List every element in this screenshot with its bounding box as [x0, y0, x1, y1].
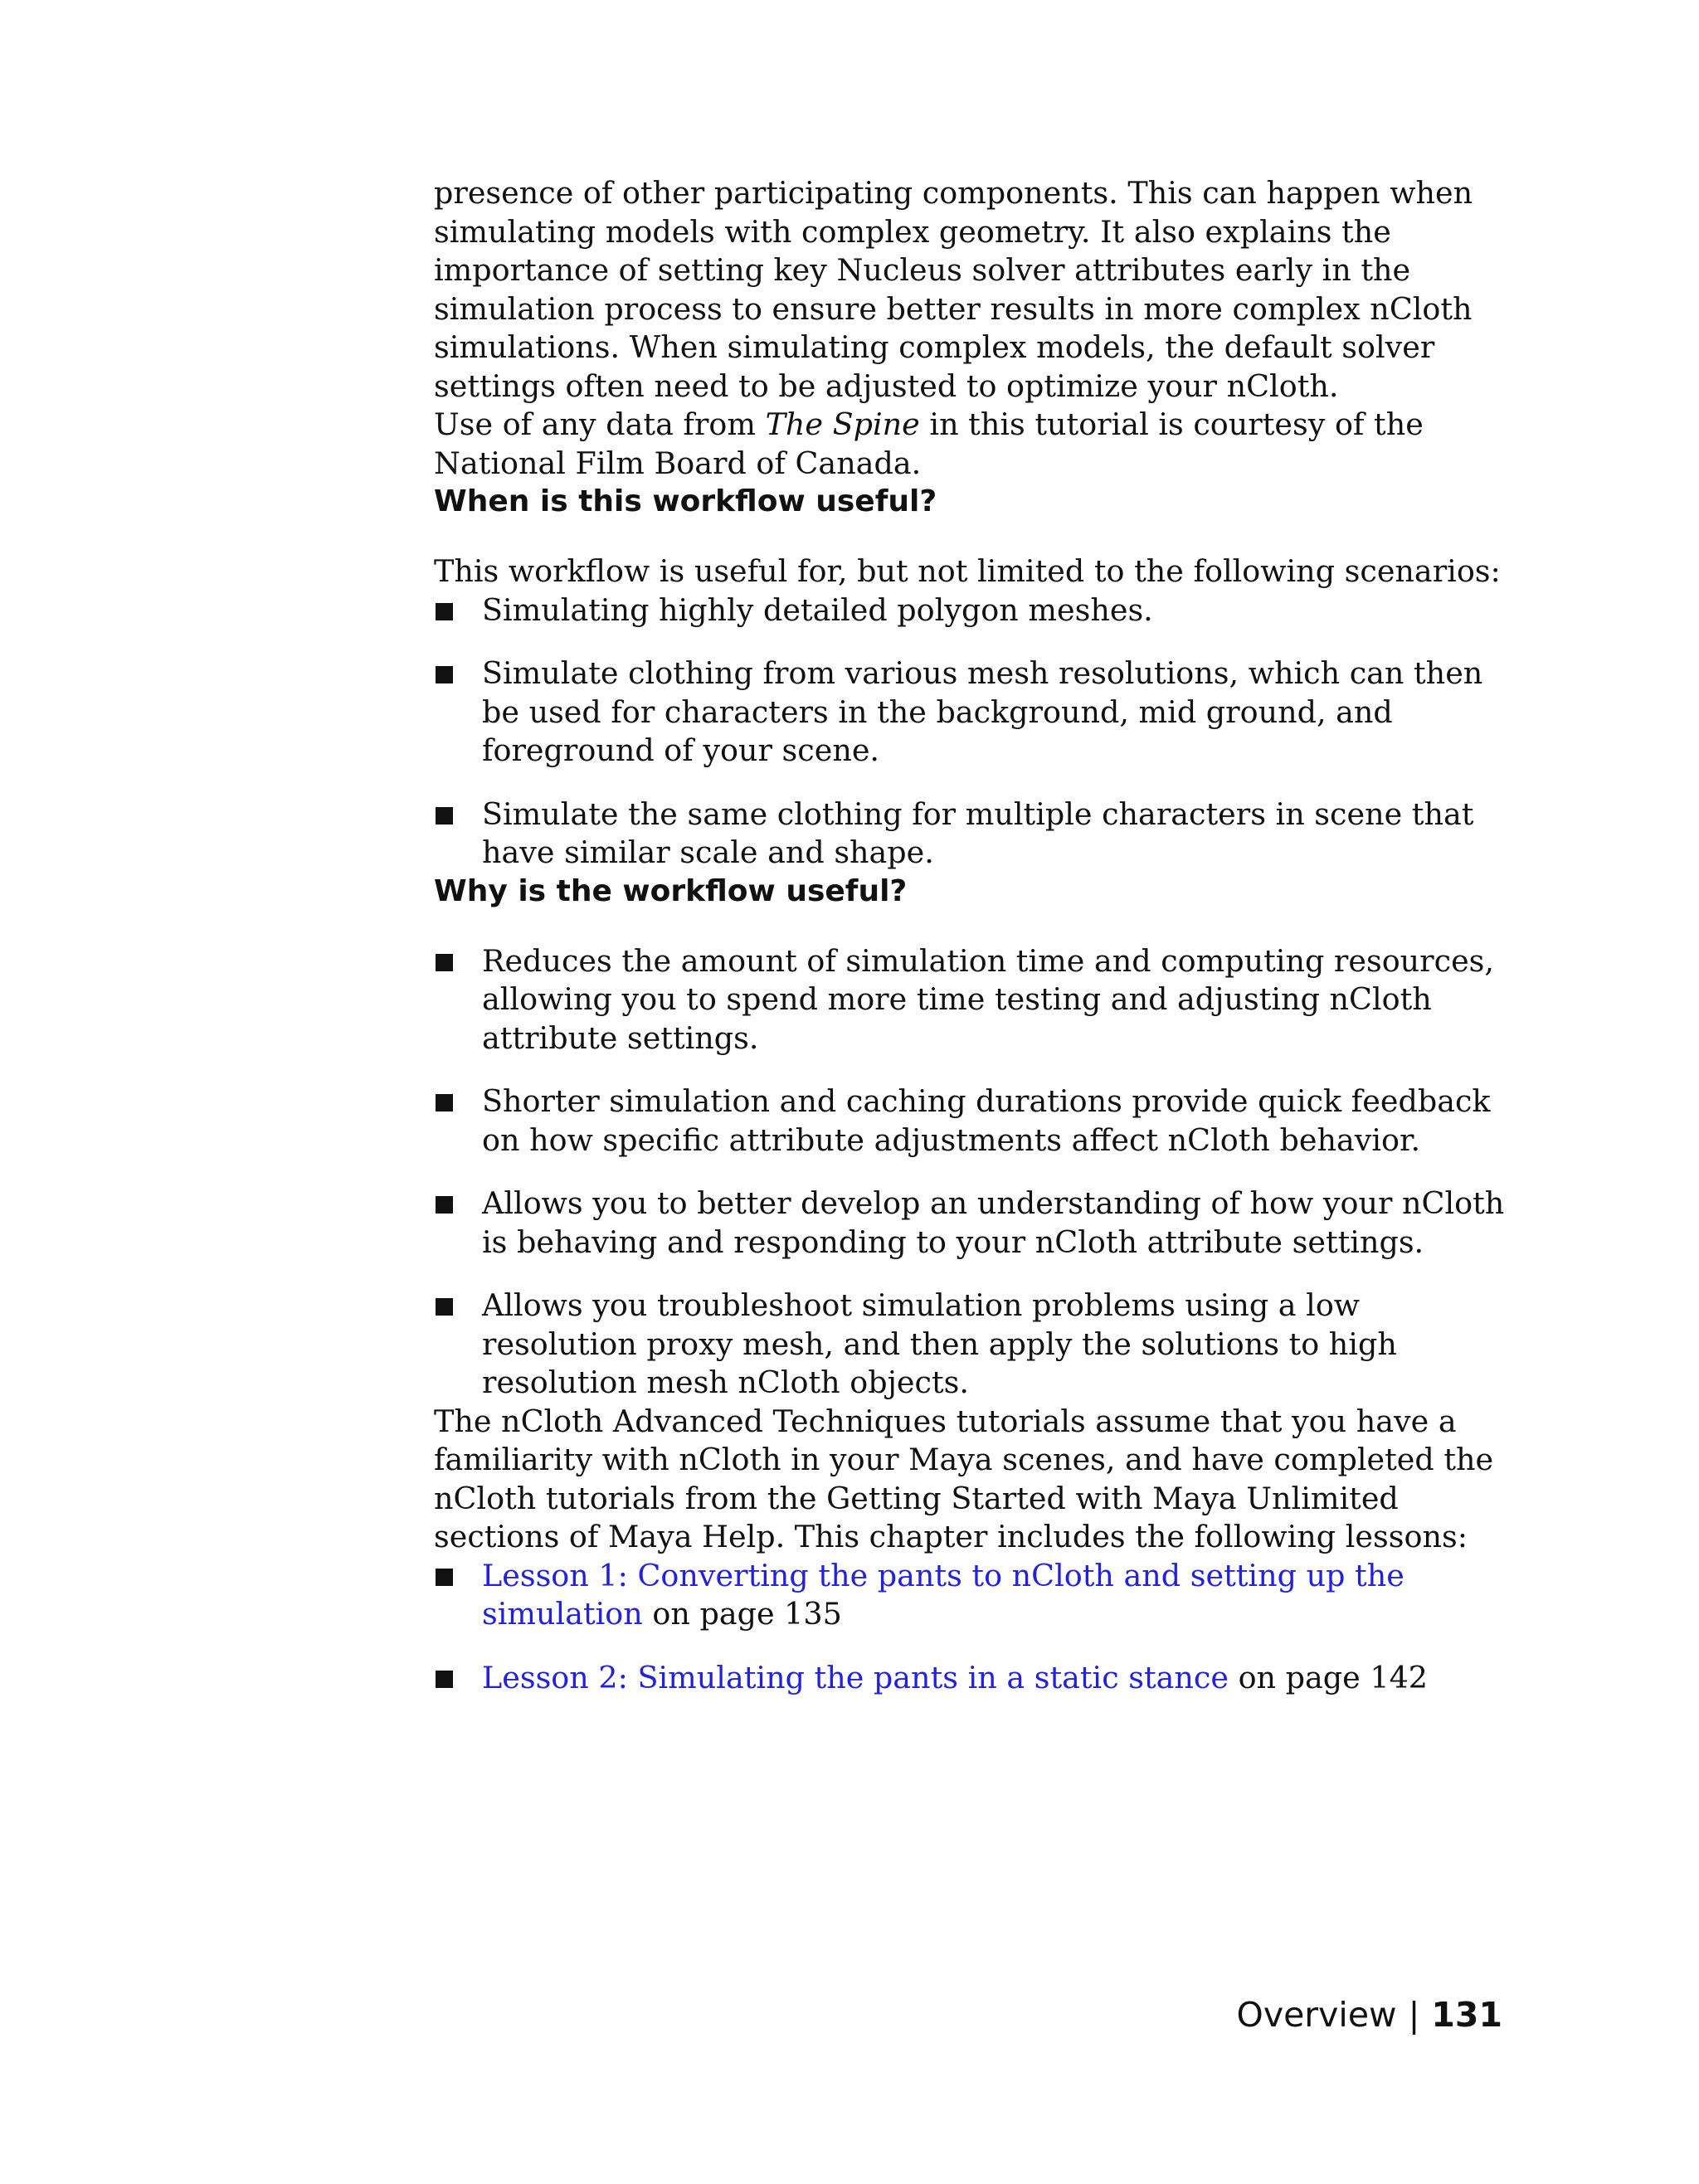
bullet-square-icon: [436, 954, 453, 971]
list-item-text: Simulate the same clothing for multiple characters in scene that have similar scale and shape.: [482, 795, 1474, 870]
list-item-text: Reduces the amount of simulation time and computing resources, allowing you to spend more time testing and adjusting nCloth attribute settings.: [482, 942, 1495, 1056]
lesson-page-ref: on page 135: [642, 1596, 842, 1632]
bullet-square-icon: [436, 1298, 453, 1316]
lesson-2-link[interactable]: Lesson 2: Simulating the pants in a static stance: [482, 1659, 1229, 1695]
list-item-text: Simulating highly detailed polygon meshes.: [482, 591, 1153, 628]
when-heading: When is this workflow useful?: [434, 484, 937, 518]
footer-separator: |: [1408, 1995, 1420, 2035]
why-list: [434, 942, 1512, 1403]
bullet-square-icon: [436, 1671, 453, 1688]
list-item: [434, 591, 1512, 630]
page-number: 131: [1431, 1995, 1502, 2035]
lesson-1-link[interactable]: Lesson 1: Converting the pants to nCloth and setting up the simulation: [482, 1557, 1404, 1632]
intro-paragraph: presence of other participating components. This can happen when simulating models with complex geometry. It also explains the importance of setting key Nucleus solver attributes early in the simulation process to ensure better results in more complex nCloth simulations. When simulating complex models, the default solver settings often need to be adjusted to optimize your nCloth.: [434, 175, 1473, 404]
list-item: [434, 1082, 1512, 1160]
list-item: [434, 1184, 1512, 1262]
bullet-square-icon: [436, 1196, 453, 1214]
footer-section-title: Overview: [1236, 1995, 1397, 2035]
list-item: [434, 942, 1512, 1058]
credit-title: The Spine: [765, 406, 920, 442]
bullet-square-icon: [436, 603, 453, 620]
credit-text-start: Use of any data from: [434, 406, 766, 442]
bullet-square-icon: [436, 1094, 453, 1111]
list-item-text: Simulate clothing from various mesh resolutions, which can then be used for characters in the background, mid ground, and foreground of your scene.: [482, 655, 1483, 768]
bullet-square-icon: [436, 666, 453, 683]
credit-text-end: in this tutorial is courtesy of the National Film Board of Canada.: [434, 406, 1424, 481]
list-item: [434, 654, 1512, 771]
list-item-text: Shorter simulation and caching durations provide quick feedback on how specific attribute adjustments affect nCloth behavior.: [482, 1083, 1491, 1158]
when-list: [434, 591, 1512, 873]
list-item: [434, 795, 1512, 873]
when-lead: This workflow is useful for, but not limited to the following scenarios:: [434, 553, 1501, 589]
lesson-page-ref: on page 142: [1228, 1659, 1429, 1695]
lesson-item: [434, 1557, 1512, 1634]
list-item-text: Allows you troubleshoot simulation problems using a low resolution proxy mesh, and then apply the solutions to high resolution mesh nCloth objects.: [482, 1287, 1397, 1400]
bullet-square-icon: [436, 807, 453, 824]
list-item: [434, 1287, 1512, 1403]
lessons-list: [434, 1557, 1512, 1698]
why-heading: Why is the workflow useful?: [434, 873, 908, 908]
page-content: [434, 174, 1512, 1722]
bullet-square-icon: [436, 1569, 453, 1586]
closing-paragraph: The nCloth Advanced Techniques tutorials assume that you have a familiarity with nCloth in your Maya scenes, and have completed the nCloth tutorials from the Getting Started with Maya Unlimited sections of Maya Help. This chapter includes the following lessons:: [434, 1403, 1494, 1554]
credit-paragraph: [434, 406, 1512, 483]
page-footer: [1237, 1994, 1502, 2036]
lesson-item: [434, 1659, 1512, 1698]
list-item-text: Allows you to better develop an understanding of how your nCloth is behaving and responding to your nCloth attribute settings.: [482, 1185, 1505, 1260]
